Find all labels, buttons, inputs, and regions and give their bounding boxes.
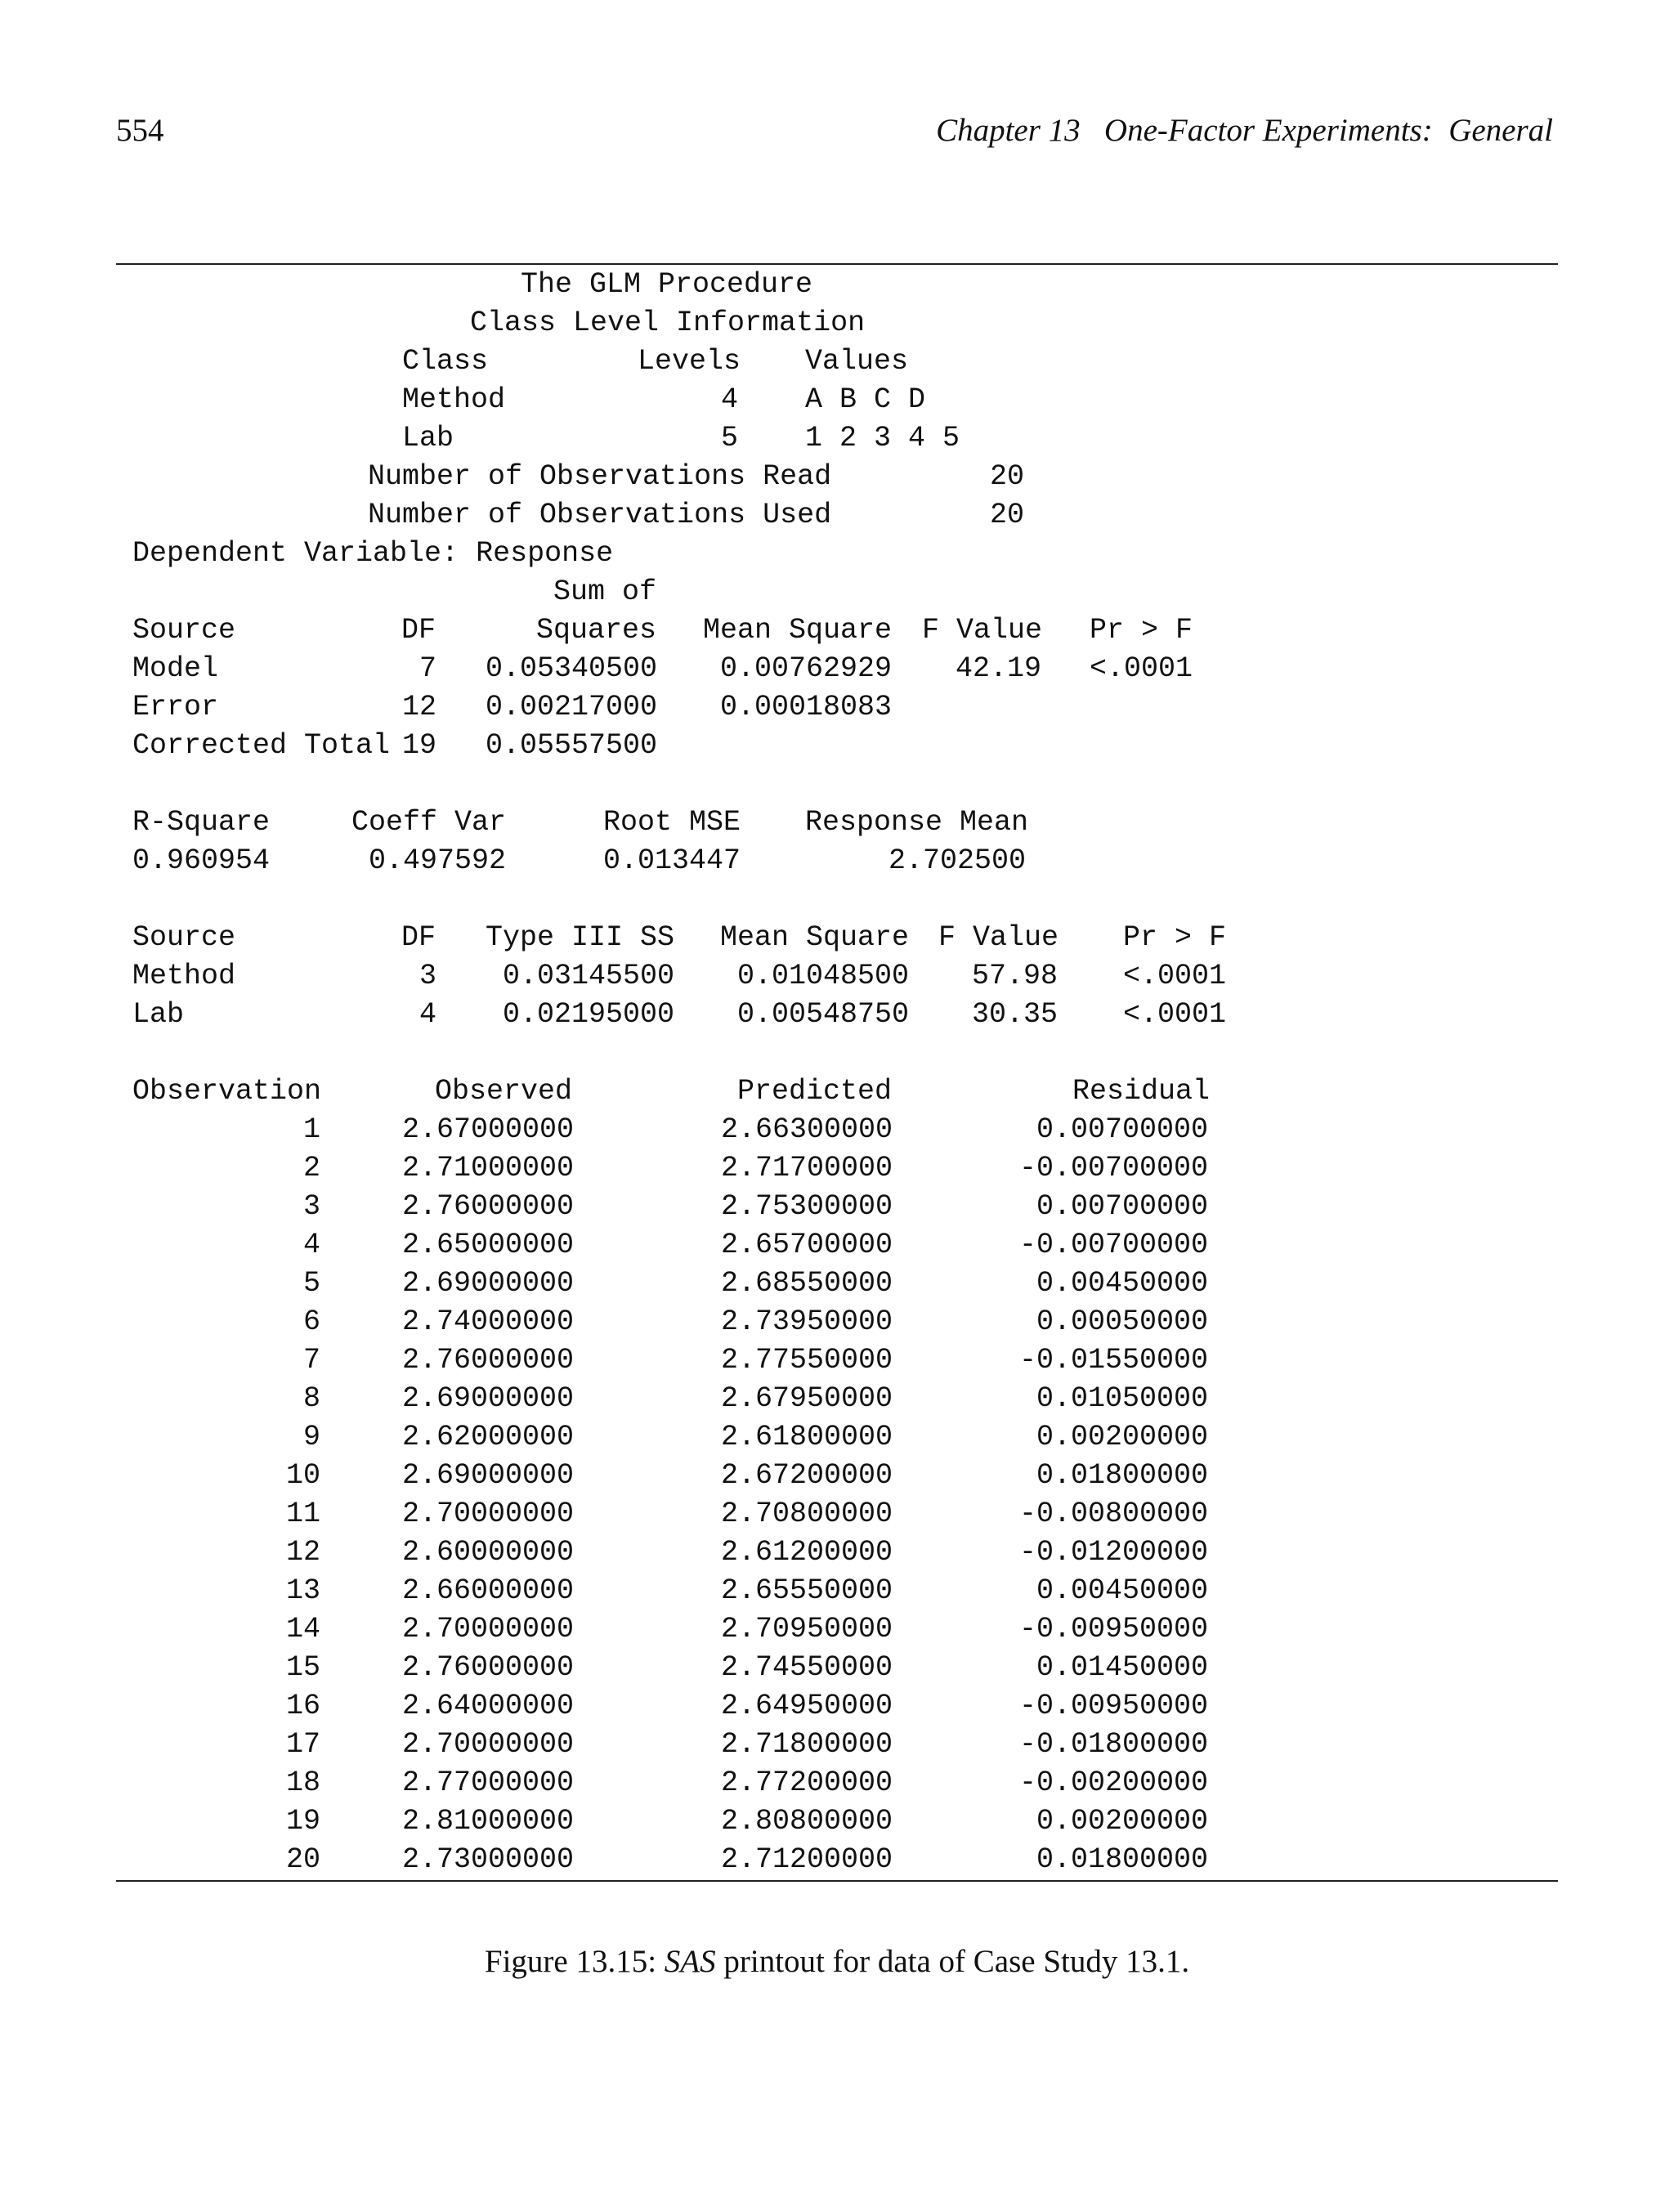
class-row-method-levels: 4	[721, 383, 739, 416]
running-head: Chapter 13 One-Factor Experiments: General	[936, 113, 1553, 148]
obs-residual: -0.00700000	[1018, 1152, 1208, 1184]
obs-predicted: 2.75300000	[721, 1190, 893, 1223]
obs-number: 2	[302, 1152, 320, 1184]
anova-df: 12	[401, 691, 436, 723]
obs-header-observed: Observed	[435, 1075, 573, 1108]
obs-number: 14	[285, 1613, 320, 1646]
obs-predicted: 2.64950000	[721, 1690, 893, 1722]
figure-caption	[0, 1943, 1674, 1980]
obs-residual: -0.01800000	[1018, 1728, 1208, 1761]
obs-observed: 2.67000000	[402, 1113, 575, 1146]
anova-source: Model	[132, 652, 219, 685]
obs-residual: -0.00200000	[1018, 1766, 1208, 1799]
class-header-class: Class	[402, 345, 489, 378]
type3-ss: 0.03145500	[503, 960, 675, 992]
procedure-title: The GLM Procedure	[521, 268, 813, 301]
type3-f: 57.98	[972, 960, 1059, 992]
type3-f: 30.35	[972, 998, 1059, 1031]
obs-residual: 0.01450000	[1036, 1651, 1208, 1684]
obs-observed: 2.81000000	[402, 1805, 575, 1838]
obs-read-value: 20	[990, 460, 1025, 493]
anova-header-squares: Squares	[536, 614, 657, 647]
obs-observed: 2.66000000	[402, 1574, 575, 1607]
obs-number: 7	[302, 1344, 320, 1377]
obs-number: 9	[302, 1421, 320, 1453]
class-header-values: Values	[805, 345, 909, 378]
obs-residual: 0.00700000	[1036, 1113, 1208, 1146]
obs-predicted: 2.61200000	[721, 1536, 893, 1569]
fit-header-rootmse: Root MSE	[603, 806, 741, 839]
anova-header-mean-square: Mean Square	[703, 614, 893, 647]
type3-ms: 0.01048500	[737, 960, 910, 992]
obs-number: 20	[285, 1843, 320, 1876]
type3-header-mean-square: Mean Square	[720, 921, 910, 954]
class-row-method-name: Method	[402, 383, 506, 416]
obs-number: 5	[302, 1267, 320, 1300]
obs-observed: 2.70000000	[402, 1498, 575, 1530]
obs-residual: 0.01800000	[1036, 1459, 1208, 1492]
obs-residual: -0.01200000	[1018, 1536, 1208, 1569]
obs-observed: 2.69000000	[402, 1267, 575, 1300]
class-info-title: Class Level Information	[470, 307, 866, 339]
obs-residual: 0.00200000	[1036, 1805, 1208, 1838]
obs-predicted: 2.77200000	[721, 1766, 893, 1799]
anova-ms: 0.00018083	[720, 691, 893, 723]
obs-number: 16	[285, 1690, 320, 1722]
obs-observed: 2.71000000	[402, 1152, 575, 1184]
class-row-method-values: A B C D	[805, 383, 926, 416]
anova-df: 19	[401, 729, 436, 762]
obs-predicted: 2.65550000	[721, 1574, 893, 1607]
obs-observed: 2.76000000	[402, 1651, 575, 1684]
obs-observed: 2.69000000	[402, 1382, 575, 1415]
type3-header-df: DF	[401, 921, 436, 954]
dependent-variable: Dependent Variable: Response	[132, 537, 614, 570]
obs-predicted: 2.68550000	[721, 1267, 893, 1300]
obs-observed: 2.76000000	[402, 1190, 575, 1223]
anova-ss: 0.05340500	[486, 652, 658, 685]
obs-number: 8	[302, 1382, 320, 1415]
obs-number: 19	[285, 1805, 320, 1838]
obs-observed: 2.64000000	[402, 1690, 575, 1722]
type3-p: <.0001	[1123, 960, 1227, 992]
obs-observed: 2.60000000	[402, 1536, 575, 1569]
obs-predicted: 2.74550000	[721, 1651, 893, 1684]
obs-number: 12	[285, 1536, 320, 1569]
anova-header-df: DF	[401, 614, 436, 647]
obs-residual: 0.00450000	[1036, 1267, 1208, 1300]
type3-df: 4	[418, 998, 436, 1031]
top-rule	[116, 263, 1558, 265]
obs-number: 3	[302, 1190, 320, 1223]
anova-df: 7	[418, 652, 436, 685]
anova-ss: 0.05557500	[486, 729, 658, 762]
fit-rsquare: 0.960954	[132, 844, 271, 877]
anova-ss: 0.00217000	[486, 691, 658, 723]
obs-residual: 0.01800000	[1036, 1843, 1208, 1876]
obs-observed: 2.70000000	[402, 1613, 575, 1646]
fit-coeffvar: 0.497592	[369, 844, 507, 877]
obs-residual: -0.00800000	[1018, 1498, 1208, 1530]
type3-header-pr-f: Pr > F	[1123, 921, 1227, 954]
class-row-lab-name: Lab	[402, 422, 454, 454]
obs-observed: 2.76000000	[402, 1344, 575, 1377]
anova-header-source: Source	[132, 614, 236, 647]
obs-number: 11	[285, 1498, 320, 1530]
fit-rootmse: 0.013447	[603, 844, 741, 877]
type3-ss: 0.02195000	[503, 998, 675, 1031]
anova-p: <.0001	[1090, 652, 1193, 685]
obs-observed: 2.69000000	[402, 1459, 575, 1492]
caption-suffix: printout for data of Case Study 13.1.	[715, 1944, 1190, 1979]
anova-ms: 0.00762929	[720, 652, 893, 685]
obs-predicted: 2.71800000	[721, 1728, 893, 1761]
obs-residual: 0.00050000	[1036, 1305, 1208, 1338]
page-number: 554	[116, 113, 164, 148]
fit-header-responsemean: Response Mean	[805, 806, 1029, 839]
anova-f: 42.19	[956, 652, 1042, 685]
anova-sum-of: Sum of	[553, 575, 657, 608]
type3-header-ss: Type III SS	[486, 921, 675, 954]
obs-residual: -0.00700000	[1018, 1229, 1208, 1261]
obs-observed: 2.74000000	[402, 1305, 575, 1338]
obs-number: 17	[285, 1728, 320, 1761]
obs-observed: 2.73000000	[402, 1843, 575, 1876]
obs-header-residual: Residual	[1072, 1075, 1211, 1108]
obs-number: 13	[285, 1574, 320, 1607]
obs-residual: -0.00950000	[1018, 1690, 1208, 1722]
obs-predicted: 2.67950000	[721, 1382, 893, 1415]
fit-responsemean: 2.702500	[888, 844, 1027, 877]
obs-predicted: 2.61800000	[721, 1421, 893, 1453]
obs-observed: 2.62000000	[402, 1421, 575, 1453]
obs-residual: 0.00700000	[1036, 1190, 1208, 1223]
obs-predicted: 2.70950000	[721, 1613, 893, 1646]
obs-number: 1	[302, 1113, 320, 1146]
obs-observed: 2.70000000	[402, 1728, 575, 1761]
obs-header-predicted: Predicted	[737, 1075, 893, 1108]
obs-observed: 2.65000000	[402, 1229, 575, 1261]
obs-observed: 2.77000000	[402, 1766, 575, 1799]
caption-prefix: Figure 13.15:	[484, 1944, 665, 1979]
type3-df: 3	[418, 960, 436, 992]
obs-number: 4	[302, 1229, 320, 1261]
bottom-rule	[116, 1880, 1558, 1882]
obs-read-label: Number of Observations Read	[368, 460, 832, 493]
obs-number: 6	[302, 1305, 320, 1338]
obs-predicted: 2.73950000	[721, 1305, 893, 1338]
type3-source: Lab	[132, 998, 185, 1031]
obs-used-label: Number of Observations Used	[368, 499, 832, 531]
obs-header-observation: Observation	[132, 1075, 322, 1108]
anova-source: Error	[132, 691, 219, 723]
class-header-levels: Levels	[638, 345, 741, 378]
fit-header-coeffvar: Coeff Var	[351, 806, 507, 839]
type3-ms: 0.00548750	[737, 998, 910, 1031]
type3-header-f-value: F Value	[938, 921, 1059, 954]
obs-predicted: 2.77550000	[721, 1344, 893, 1377]
obs-number: 15	[285, 1651, 320, 1684]
obs-predicted: 2.67200000	[721, 1459, 893, 1492]
obs-predicted: 2.80800000	[721, 1805, 893, 1838]
fit-header-rsquare: R-Square	[132, 806, 271, 839]
obs-predicted: 2.65700000	[721, 1229, 893, 1261]
obs-number: 10	[285, 1459, 320, 1492]
anova-source: Corrected Total	[132, 729, 391, 762]
anova-header-pr-f: Pr > F	[1090, 614, 1193, 647]
obs-predicted: 2.71700000	[721, 1152, 893, 1184]
obs-predicted: 2.71200000	[721, 1843, 893, 1876]
class-row-lab-levels: 5	[721, 422, 739, 454]
obs-used-value: 20	[990, 499, 1025, 531]
obs-residual: -0.01550000	[1018, 1344, 1208, 1377]
caption-italic: SAS	[664, 1944, 716, 1979]
obs-number: 18	[285, 1766, 320, 1799]
type3-p: <.0001	[1123, 998, 1227, 1031]
class-row-lab-values: 1 2 3 4 5	[805, 422, 960, 454]
obs-residual: 0.00200000	[1036, 1421, 1208, 1453]
anova-header-f-value: F Value	[922, 614, 1043, 647]
type3-header-source: Source	[132, 921, 236, 954]
obs-predicted: 2.70800000	[721, 1498, 893, 1530]
type3-source: Method	[132, 960, 236, 992]
obs-predicted: 2.66300000	[721, 1113, 893, 1146]
obs-residual: 0.01050000	[1036, 1382, 1208, 1415]
obs-residual: 0.00450000	[1036, 1574, 1208, 1607]
obs-residual: -0.00950000	[1018, 1613, 1208, 1646]
